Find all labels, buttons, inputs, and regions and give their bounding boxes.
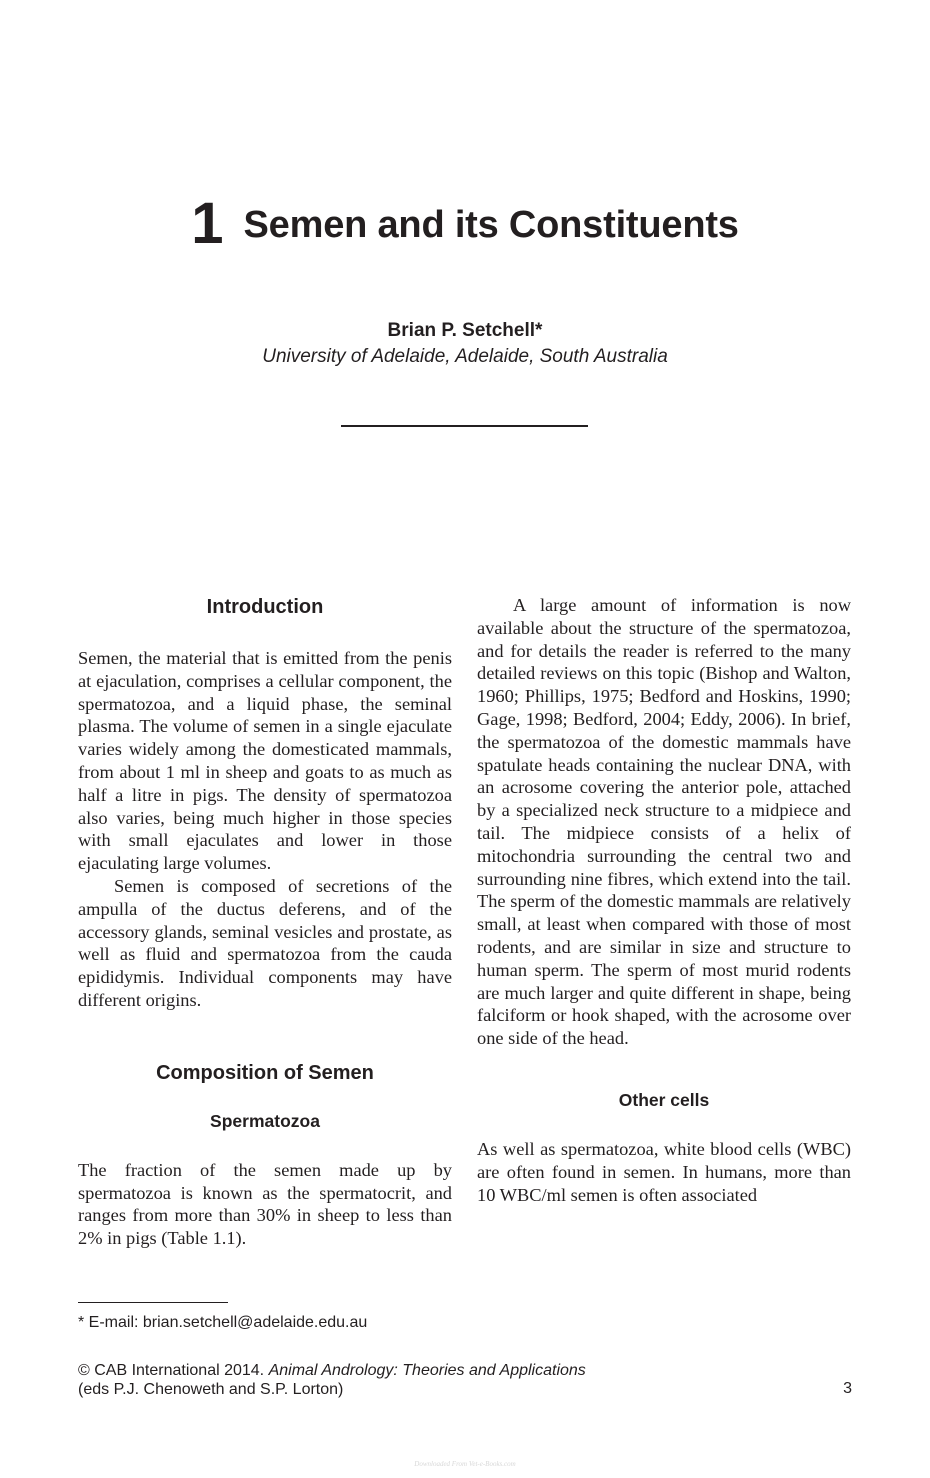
copyright-text: © CAB International 2014. <box>78 1362 269 1379</box>
introduction-paragraph-1: Semen, the material that is emitted from the penis at ejaculation, comprises a cellular component, the spermatozoa, and a liquid phase, the seminal plasma. The volume of semen in a single ejaculate varies widely among the domesticated mammals, from about 1 ml in sheep and goats to as much as half a litre in pigs. The density of spermatozoa also varies, being much higher in those species with small ejaculates and lower in those ejaculating large volumes. <box>78 648 452 874</box>
editors: (eds P.J. Chenoweth and S.P. Lorton) <box>78 1381 344 1398</box>
copyright-block <box>78 1361 586 1399</box>
right-column <box>477 594 851 1206</box>
book-title: Animal Andrology: Theories and Applications <box>268 1362 586 1379</box>
footnote: * E-mail: brian.setchell@adelaide.edu.au <box>78 1314 368 1331</box>
title-divider <box>341 425 588 427</box>
spermatozoa-paragraph: The fraction of the semen made up by spermatozoa is known as the spermatocrit, and ranges from more than 30% in sheep to less than 2% in pigs (Table 1.1). <box>78 1159 452 1249</box>
author-name: Brian P. Setchell* <box>387 320 543 341</box>
chapter-number: 1 <box>191 191 224 256</box>
left-column <box>78 594 452 1250</box>
author-affiliation: University of Adelaide, Adelaide, South Australia <box>262 346 668 367</box>
composition-heading: Composition of Semen <box>156 1061 374 1084</box>
chapter-title <box>0 190 930 257</box>
introduction-heading: Introduction <box>206 596 324 618</box>
spermatozoa-heading: Spermatozoa <box>210 1110 320 1131</box>
introduction-paragraph-2: Semen is composed of secretions of the ampulla of the ductus deferens, and of the accessory glands, seminal vesicles and prostate, as well as fluid and spermatozoa from the cauda epididymis. Individual components may have different origins. <box>78 875 452 1010</box>
structure-paragraph: A large amount of information is now available about the structure of the spermatozoa, and for details the reader is referred to the many detailed reviews on this topic (Bishop and Walton, 1960; Phillips, 1975; Bedford and Hoskins, 1990; Gage, 1998; Bedford, 2004; Eddy, 2006). In brief, the spermatozoa of the domestic mammals have spatulate heads containing the nuclear DNA, with an acrosome covering the anterior pole, attached by a specialized neck structure to a midpiece and tail. The midpiece consists of a helix of mitochondria surrounding the central two and surrounding nine fibres, which extend into the tail. The sperm of the domestic mammals are relatively small, at least when compared with those of most rodents, and are similar in size and structure to human sperm. The sperm of most murid rodents are much larger and quite different in shape, being falciform or hook shaped, with the acrosome over one side of the head. <box>477 595 851 1049</box>
other-cells-heading: Other cells <box>618 1089 710 1110</box>
page-number: 3 <box>843 1380 852 1397</box>
chapter-heading: Semen and its Constituents <box>243 204 739 246</box>
other-cells-paragraph: As well as spermatozoa, white blood cells (WBC) are often found in semen. In humans, more than 10 WBC/ml semen is often associated <box>477 1138 851 1205</box>
download-watermark: Downloaded From Vet-e-Books.com <box>414 1460 516 1468</box>
footnote-divider <box>78 1302 228 1303</box>
